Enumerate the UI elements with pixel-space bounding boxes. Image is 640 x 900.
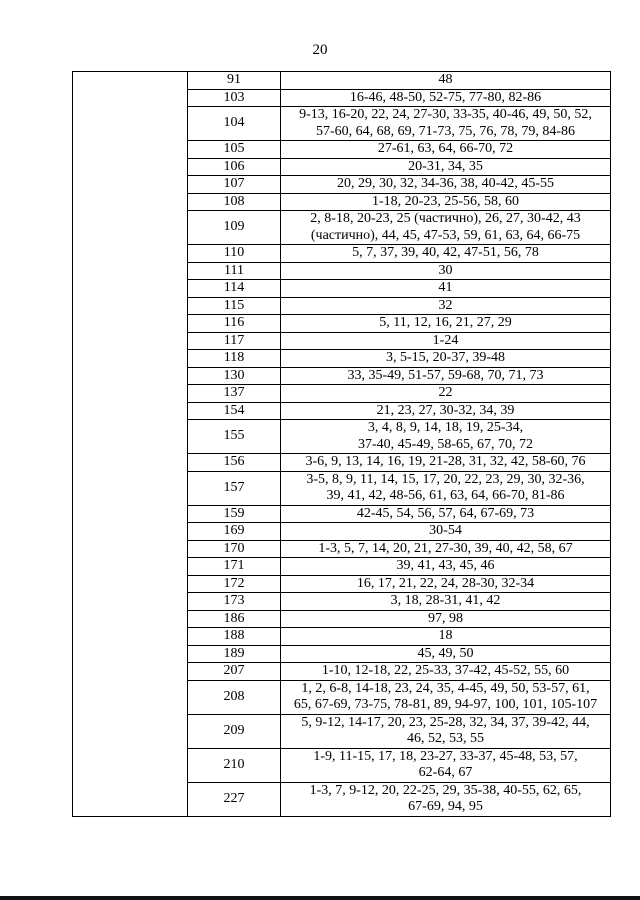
values-line: 21, 23, 27, 30-32, 34, 39 [376,402,515,418]
values-line: 2, 8-18, 20-23, 25 (частично), 26, 27, 30-42, 43 [310,211,581,226]
values-cell [281,350,611,368]
values-line: 18 [438,628,453,643]
row-number-cell: 110 [188,245,281,263]
row-number-cell: 103 [188,89,281,107]
empty-first-column [73,72,188,817]
values-cell [281,176,611,194]
scan-edge [0,896,640,900]
row-number-cell: 115 [188,297,281,315]
values-line: 1-3, 7, 9-12, 20, 22-25, 29, 35-38, 40-55, 62, 65, [309,782,582,798]
values-cell [281,680,611,714]
row-number-cell: 116 [188,315,281,333]
values-line: 42-45, 54, 56, 57, 64, 67-69, 73 [356,505,535,521]
row-number-cell: 109 [188,211,281,245]
values-line: 1-24 [432,332,459,348]
values-cell [281,471,611,505]
values-line: 20-31, 34, 35 [408,158,483,174]
row-number-cell: 209 [188,714,281,748]
row-number-cell: 91 [188,72,281,90]
row-number-cell: 169 [188,523,281,541]
row-number-cell: 172 [188,575,281,593]
values-line: 5, 9-12, 14-17, 20, 23, 25-28, 32, 34, 37, 39-42, 44, [301,714,590,730]
values-cell [281,158,611,176]
row-number-cell: 107 [188,176,281,194]
row-number-cell: 106 [188,158,281,176]
row-number-cell: 154 [188,402,281,420]
values-line: 48 [438,72,453,87]
values-cell [281,332,611,350]
values-cell [281,72,611,90]
row-number-cell: 188 [188,628,281,646]
values-cell [281,245,611,263]
values-line: 1-9, 11-15, 17, 18, 23-27, 33-37, 45-48, 53, 57, [313,748,578,764]
values-line: 3, 4, 8, 9, 14, 18, 19, 25-34, [367,420,524,435]
values-line: 65, 67-69, 73-75, 78-81, 89, 94-97, 100, 101, 105-107 [293,697,598,712]
values-cell [281,748,611,782]
row-number-cell: 207 [188,663,281,681]
row-number-cell: 108 [188,193,281,211]
values-cell [281,367,611,385]
values-cell [281,540,611,558]
values-cell [281,315,611,333]
values-line: 39, 41, 42, 48-56, 61, 63, 64, 66-70, 81-86 [326,488,565,503]
values-line: 5, 7, 37, 39, 40, 42, 47-51, 56, 78 [352,245,539,260]
values-cell [281,280,611,298]
values-cell [281,211,611,245]
row-number-cell: 159 [188,505,281,523]
values-cell [281,454,611,472]
values-line: 41 [438,280,453,295]
values-cell [281,385,611,403]
values-cell [281,505,611,523]
values-line: 1-3, 5, 7, 14, 20, 21, 27-30, 39, 40, 42, 58, 67 [318,540,573,556]
values-line: 32 [438,297,453,313]
values-line: 45, 49, 50 [417,645,474,661]
values-line: 62-64, 67 [418,765,473,780]
row-number-cell: 210 [188,748,281,782]
row-number-cell: 208 [188,680,281,714]
values-line: 1-10, 12-18, 22, 25-33, 37-42, 45-52, 55, 60 [321,663,570,678]
values-line: 67-69, 94, 95 [408,799,483,814]
values-line: 5, 11, 12, 16, 21, 27, 29 [379,315,512,330]
values-line: 30 [438,262,453,278]
values-line: 33, 35-49, 51-57, 59-68, 70, 71, 73 [347,367,544,383]
row-number-cell: 186 [188,610,281,628]
row-number-cell: 130 [188,367,281,385]
values-cell [281,593,611,611]
values-cell [281,663,611,681]
values-line: 46, 52, 53, 55 [407,731,484,746]
row-number-cell: 105 [188,141,281,159]
values-line: 57-60, 64, 68, 69, 71-73, 75, 76, 78, 79, 84-86 [316,123,575,139]
table-row [73,72,611,90]
values-cell [281,193,611,211]
values-line: 27-61, 63, 64, 66-70, 72 [377,141,514,156]
values-line: 3, 18, 28-31, 41, 42 [390,593,501,608]
values-line: 3, 5-15, 20-37, 39-48 [386,350,505,365]
values-cell [281,420,611,454]
row-number-cell: 118 [188,350,281,368]
row-number-cell: 157 [188,471,281,505]
data-table [72,71,611,817]
row-number-cell: 137 [188,385,281,403]
values-cell [281,141,611,159]
values-line: 3-5, 8, 9, 11, 14, 15, 17, 20, 22, 23, 29, 30, 32-36, [306,471,585,487]
values-cell [281,782,611,816]
row-number-cell: 189 [188,645,281,663]
page-number: 20 [312,42,328,58]
values-cell [281,714,611,748]
values-cell [281,262,611,280]
row-number-cell: 170 [188,540,281,558]
values-cell [281,402,611,420]
values-line: 3-6, 9, 13, 14, 16, 19, 21-28, 31, 32, 42, 58-60, 76 [305,454,586,469]
values-line: 1-18, 20-23, 25-56, 58, 60 [372,193,519,209]
values-line: 39, 41, 43, 45, 46 [396,558,495,573]
values-line: 30-54 [429,523,462,538]
values-line: 37-40, 45-49, 58-65, 67, 70, 72 [358,436,533,452]
row-number-cell: 156 [188,454,281,472]
values-cell [281,89,611,107]
values-line: 16, 17, 21, 22, 24, 28-30, 32-34 [356,575,535,591]
row-number-cell: 171 [188,558,281,576]
values-cell [281,628,611,646]
values-line: 9-13, 16-20, 22, 24, 27-30, 33-35, 40-46, 49, 50, 52, [299,107,592,122]
row-number-cell: 173 [188,593,281,611]
values-cell [281,297,611,315]
values-line: 97, 98 [428,610,463,626]
values-line: 22 [438,385,453,400]
values-line: 20, 29, 30, 32, 34-36, 38, 40-42, 45-55 [337,176,554,191]
values-cell [281,610,611,628]
row-number-cell: 117 [188,332,281,350]
values-cell [281,107,611,141]
values-line: 1, 2, 6-8, 14-18, 23, 24, 35, 4-45, 49, 50, 53-57, 61, [301,680,590,696]
row-number-cell: 155 [188,420,281,454]
values-cell [281,575,611,593]
values-cell [281,558,611,576]
row-number-cell: 227 [188,782,281,816]
values-line: 16-46, 48-50, 52-75, 77-80, 82-86 [349,89,542,105]
row-number-cell: 104 [188,107,281,141]
row-number-cell: 111 [188,262,281,280]
row-number-cell: 114 [188,280,281,298]
values-line: (частично), 44, 45, 47-53, 59, 61, 63, 64, 66-75 [310,227,581,243]
values-cell [281,523,611,541]
values-cell [281,645,611,663]
